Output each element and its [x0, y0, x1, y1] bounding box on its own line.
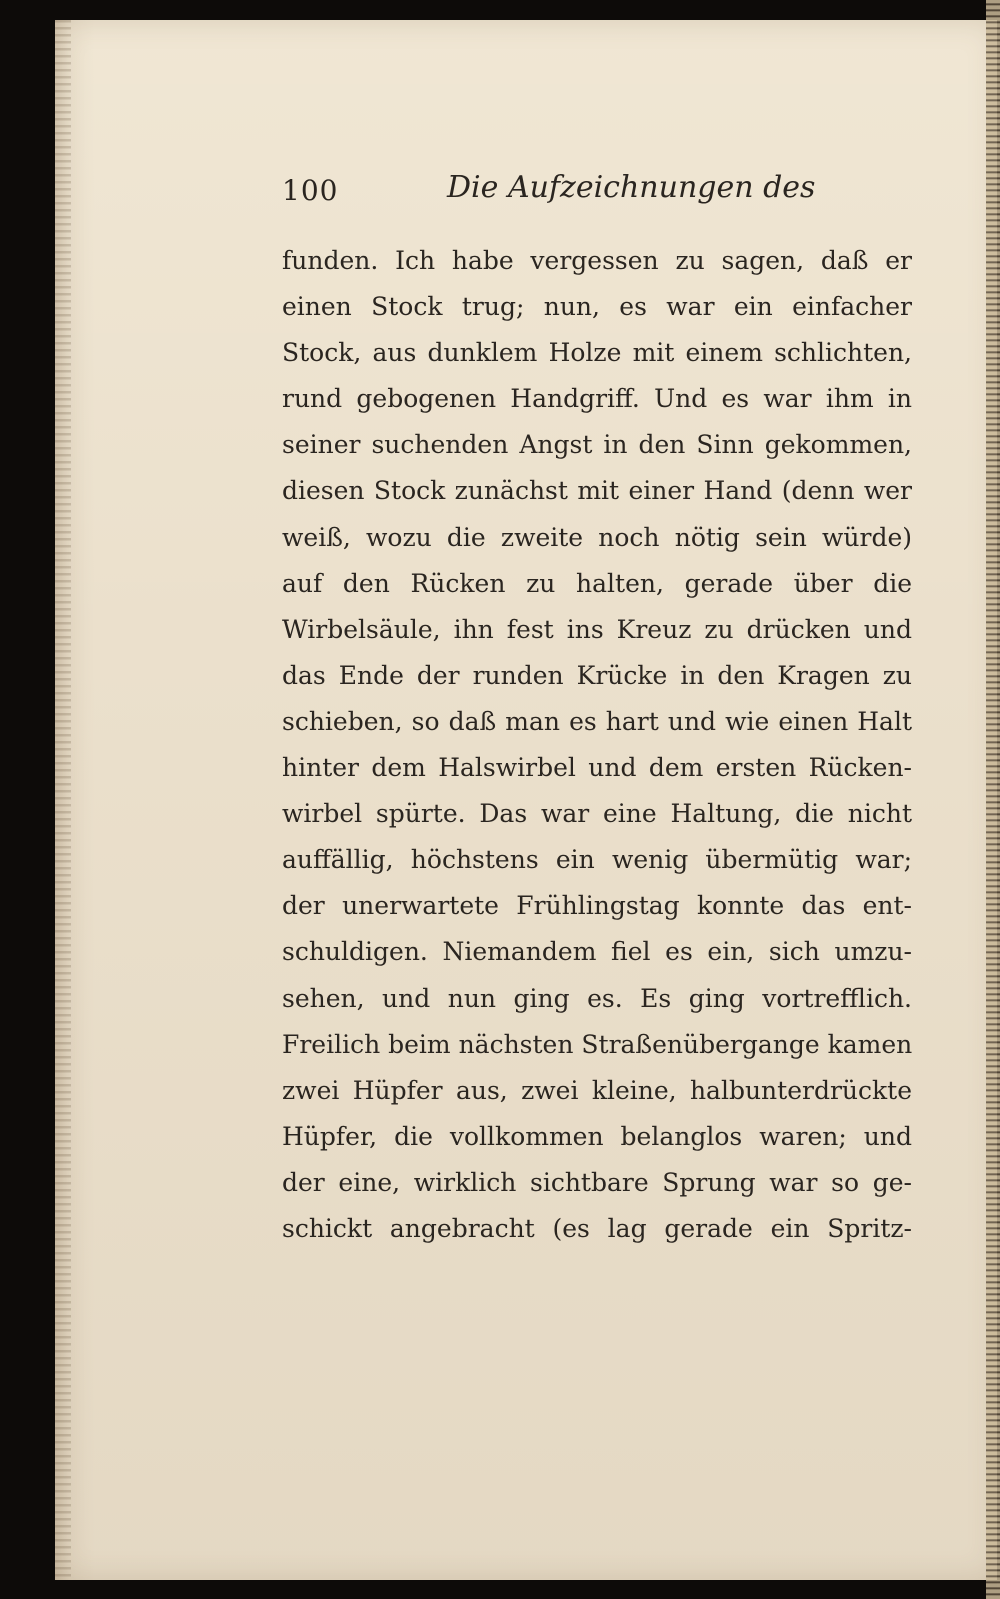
text-line: Wirbelsäule, ihn fest ins Kreuz zu drücken und [282, 614, 912, 644]
text-line: weiß, wozu die zweite noch nötig sein würde) [282, 522, 912, 552]
text-line: diesen Stock zunächst mit einer Hand (denn wer [282, 476, 912, 506]
text-line: Hüpfer, die vollkommen belanglos waren; und [282, 1121, 912, 1151]
running-head: Die Aufzeichnungen des [447, 170, 816, 205]
text-line: zwei Hüpfer aus, zwei kleine, halbunterdrückte [282, 1075, 912, 1105]
text-line: sehen, und nun ging es. Es ging vortrefflich. [282, 983, 912, 1013]
text-line: seiner suchenden Angst in den Sinn gekommen, [282, 430, 912, 460]
page-edge-left [55, 20, 71, 1580]
page-edge-right [986, 0, 1000, 1599]
text-line: rund gebogenen Handgriff. Und es war ihm in [282, 384, 912, 414]
text-line: der unerwartete Frühlingstag konnte das ent- [282, 891, 912, 921]
text-line: auf den Rücken zu halten, gerade über die [282, 568, 912, 598]
text-line: hinter dem Halswirbel und dem ersten Rücken- [282, 753, 912, 783]
text-line: wirbel spürte. Das war eine Haltung, die nicht [282, 799, 912, 829]
text-line: schieben, so daß man es hart und wie einen Halt [282, 706, 912, 736]
text-line: schuldigen. Niemandem fiel es ein, sich umzu- [282, 937, 912, 967]
text-line: schickt angebracht (es lag gerade ein Spritz- [282, 1213, 912, 1243]
page-header [282, 170, 912, 220]
text-line: Freilich beim nächsten Straßenübergange kamen [282, 1029, 913, 1059]
text-line: Stock, aus dunklem Holze mit einem schlichten, [282, 338, 912, 368]
text-line: funden. Ich habe vergessen zu sagen, daß er [282, 246, 912, 275]
body-text [282, 238, 917, 1252]
text-line: das Ende der runden Krücke in den Kragen zu [282, 660, 912, 690]
text-line: einen Stock trug; nun, es war ein einfacher [282, 292, 912, 322]
page-number: 100 [282, 174, 339, 207]
text-line: der eine, wirklich sichtbare Sprung war so ge- [282, 1167, 912, 1197]
text-line: auffällig, höchstens ein wenig übermütig war; [282, 845, 912, 875]
